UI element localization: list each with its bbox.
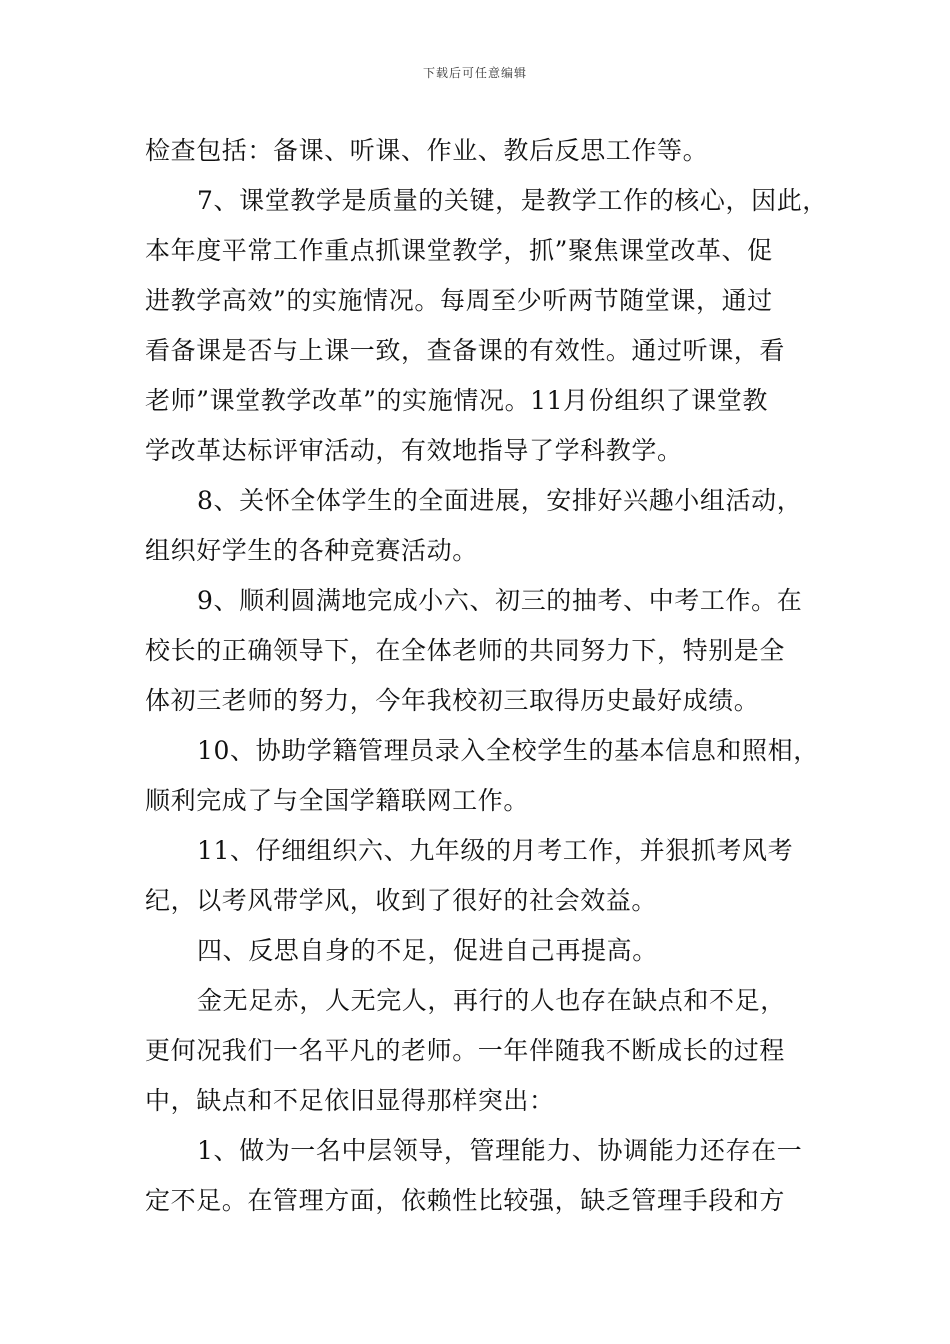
text-line: 更何况我们一名平凡的老师。一年伴随我不断成长的过程 <box>145 1036 786 1065</box>
text-line: 11、仔细组织六、九年级的月考工作，并狠抓考风考 <box>197 836 794 865</box>
text-line: 检查包括：备课、听课、作业、教后反思工作等。 <box>145 136 709 165</box>
text-line: 10、协助学籍管理员录入全校学生的基本信息和照相， <box>197 736 819 765</box>
text-line: 四、反思自身的不足，促进自己再提高。 <box>197 936 658 965</box>
paragraph-10 <box>145 726 819 826</box>
paragraph-check <box>145 126 805 176</box>
text-line: 中，缺点和不足依旧显得那样突出： <box>145 1086 555 1115</box>
paragraph-9 <box>145 576 805 726</box>
paragraph-7 <box>145 176 828 476</box>
text-line: 看备课是否与上课一致，查备课的有效性。通过听课，看 <box>145 336 786 365</box>
paragraph-11 <box>145 826 805 926</box>
text-line: 学改革达标评审活动，有效地指导了学科教学。 <box>145 436 683 465</box>
text-line: 组织好学生的各种竞赛活动。 <box>145 536 478 565</box>
text-line: 8、关怀全体学生的全面进展，安排好兴趣小组活动， <box>197 486 803 515</box>
section-heading-4 <box>145 926 805 976</box>
paragraph-8 <box>145 476 805 576</box>
text-line: 7、课堂教学是质量的关键，是教学工作的核心，因此， <box>197 186 828 215</box>
text-line: 金无足赤，人无完人，再行的人也存在缺点和不足， <box>197 986 786 1015</box>
text-line: 体初三老师的努力，今年我校初三取得历史最好成绩。 <box>145 686 760 715</box>
text-line: 纪，以考风带学风，收到了很好的社会效益。 <box>145 886 658 915</box>
page-header-note: 下载后可任意编辑 <box>422 66 527 80</box>
text-line: 校长的正确领导下，在全体老师的共同努力下，特别是全 <box>145 636 786 665</box>
document-body <box>145 126 828 1226</box>
text-line: 1、做为一名中层领导，管理能力、协调能力还存在一 <box>197 1136 803 1165</box>
text-line: 顺利完成了与全国学籍联网工作。 <box>145 786 530 815</box>
text-line: 9、顺利圆满地完成小六、初三的抽考、中考工作。在 <box>197 586 803 615</box>
paragraph-1 <box>145 1126 805 1226</box>
paragraph-gold <box>145 976 805 1126</box>
text-line: 本年度平常工作重点抓课堂教学，抓”聚焦课堂改革、促 <box>145 236 773 265</box>
text-line: 定不足。在管理方面，依赖性比较强，缺乏管理手段和方 <box>145 1186 786 1215</box>
text-line: 老师”课堂教学改革”的实施情况。11月份组织了课堂教 <box>145 386 768 415</box>
text-line: 进教学高效”的实施情况。每周至少听两节随堂课，通过 <box>145 286 773 315</box>
